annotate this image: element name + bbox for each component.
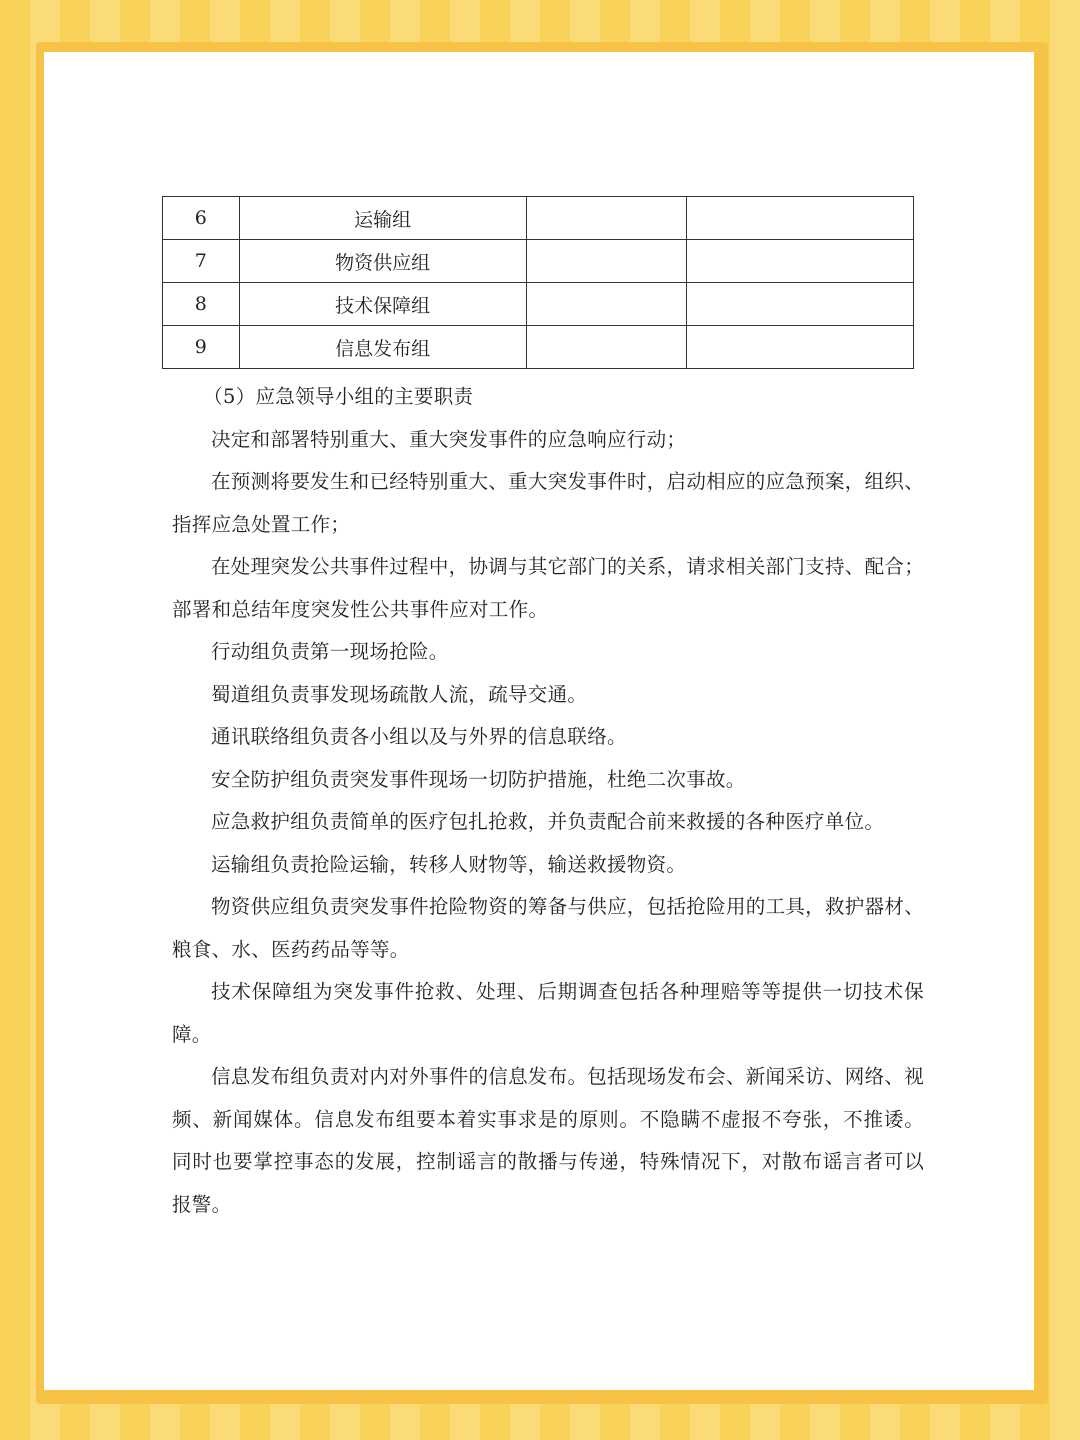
paragraph: 技术保障组为突发事件抢救、处理、后期调查包括各种理赔等等提供一切技术保障。 xyxy=(172,980,924,1046)
row-number: 8 xyxy=(163,283,240,326)
paragraph: 在预测将要发生和已经特别重大、重大突发事件时，启动相应的应急预案，组织、指挥应急处置工作； xyxy=(172,470,924,536)
paragraph: 物资供应组负责突发事件抢险物资的筹备与供应，包括抢险用的工具，救护器材、粮食、水、医药药品等等。 xyxy=(172,895,924,961)
row-number: 7 xyxy=(163,240,240,283)
empty-cell xyxy=(526,326,686,369)
group-name: 运输组 xyxy=(239,197,526,240)
empty-cell xyxy=(526,240,686,283)
group-name: 技术保障组 xyxy=(239,283,526,326)
document-page xyxy=(44,52,1034,1390)
paragraph: 安全防护组负责突发事件现场一切防护措施，杜绝二次事故。 xyxy=(211,767,746,791)
empty-cell xyxy=(526,283,686,326)
row-number: 6 xyxy=(163,197,240,240)
paragraph: 在处理突发公共事件过程中，协调与其它部门的关系，请求相关部门支持、配合；部署和总结年度突发性公共事件应对工作。 xyxy=(172,555,924,621)
section-heading: （5）应急领导小组的主要职责 xyxy=(203,385,474,408)
groups-table xyxy=(162,196,914,369)
empty-cell xyxy=(686,240,913,283)
row-number: 9 xyxy=(163,326,240,369)
empty-cell xyxy=(686,326,913,369)
paragraph: 运输组负责抢险运输，转移人财物等，输送救援物资。 xyxy=(211,852,687,876)
table-row xyxy=(163,240,914,283)
paragraph: 蜀道组负责事发现场疏散人流，疏导交通。 xyxy=(211,682,588,706)
paragraph: 决定和部署特别重大、重大突发事件的应急响应行动； xyxy=(211,427,687,451)
empty-cell xyxy=(526,197,686,240)
empty-cell xyxy=(686,197,913,240)
group-name: 信息发布组 xyxy=(239,326,526,369)
table-row xyxy=(163,283,914,326)
empty-cell xyxy=(686,283,913,326)
body-text xyxy=(172,376,924,1226)
table-row xyxy=(163,326,914,369)
paragraph: 通讯联络组负责各小组以及与外界的信息联络。 xyxy=(211,725,627,748)
paragraph: 信息发布组负责对内对外事件的信息发布。包括现场发布会、新闻采访、网络、视频、新闻媒体。信息发布组要本着实事求是的原则。不隐瞒不虚报不夸张，不推诿。同时也要掌控事态的发展，控制谣言的散播与传递，特殊情况下，对散布谣言者可以报警。 xyxy=(172,1065,924,1216)
paragraph: 行动组负责第一现场抢险。 xyxy=(211,640,449,663)
paragraph: 应急救护组负责简单的医疗包扎抢救，并负责配合前来救援的各种医疗单位。 xyxy=(211,810,885,833)
group-name: 物资供应组 xyxy=(239,240,526,283)
table-row xyxy=(163,197,914,240)
